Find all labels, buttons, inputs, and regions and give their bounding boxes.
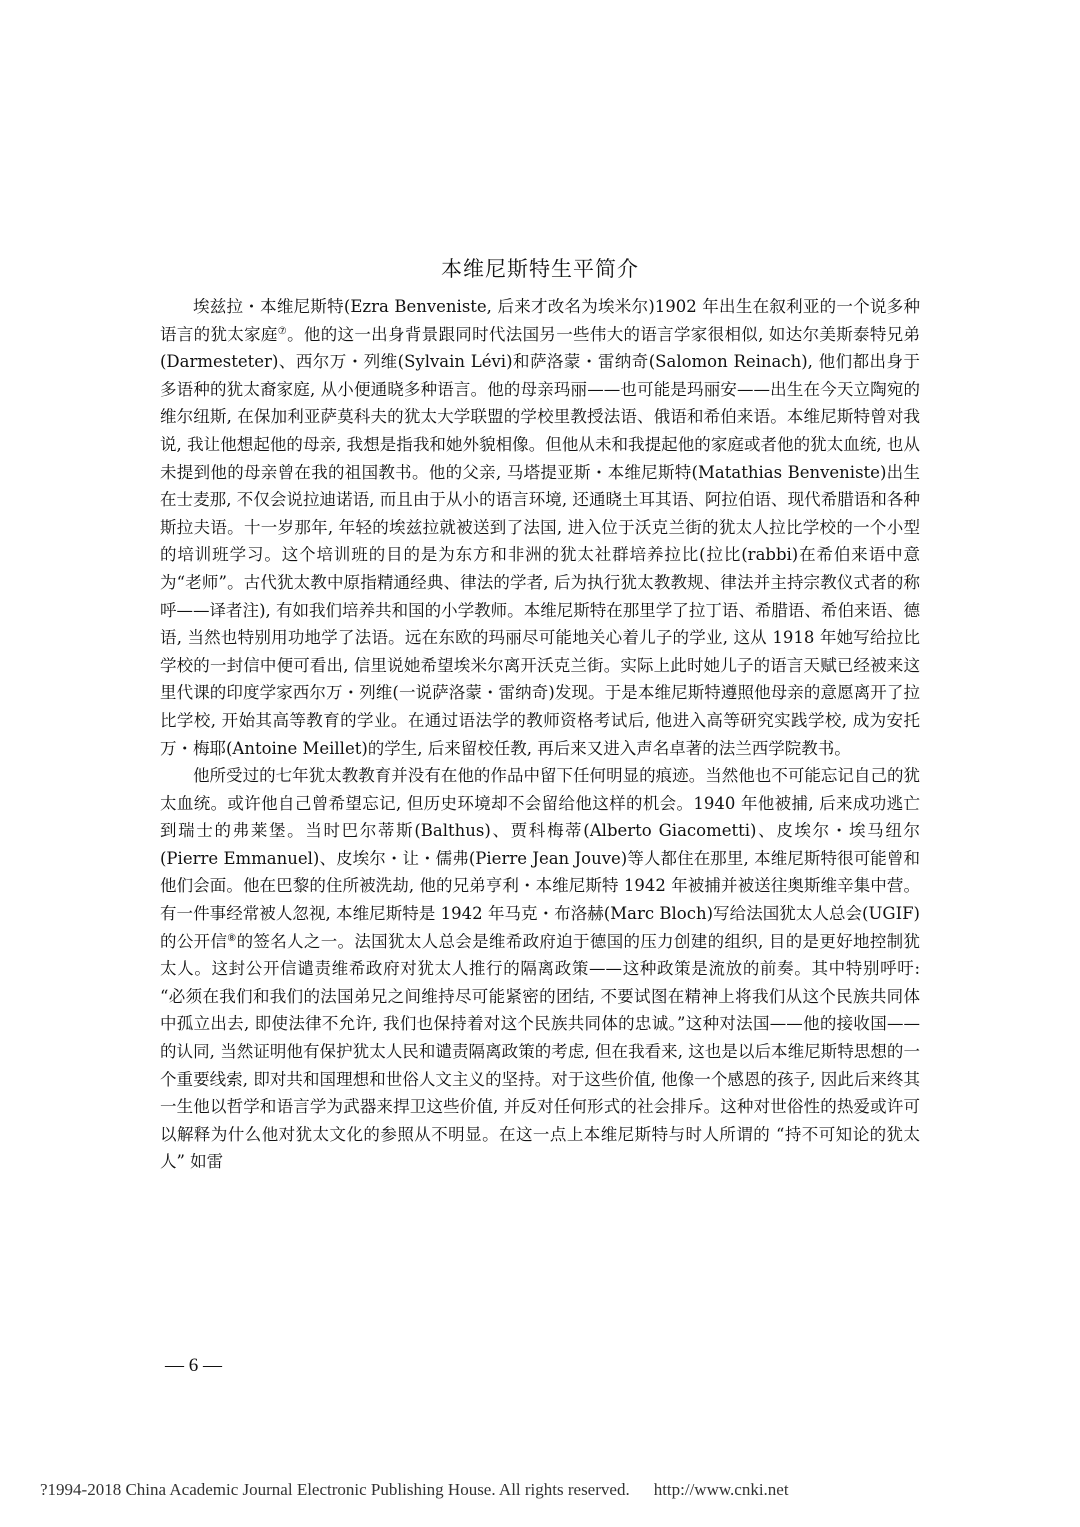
paragraph-text: 埃兹拉・本维尼斯特(Ezra Benveniste, 后来才改名为埃米尔)1902 年出生在叙利亚的一个说多种语言的犹太家庭 bbox=[160, 297, 920, 344]
body-text bbox=[160, 293, 920, 1176]
footnote-mark: ⑧ bbox=[227, 932, 237, 944]
paragraph-text: 。他的这一出身背景跟同时代法国另一些伟大的语言学家很相似, 如达尔美斯泰特兄弟(Darmesteter)、西尔万・列维(Sylvain Lévi)和萨洛蒙・雷纳奇(Salomon Reinach), 他们都出身于多语种的犹太裔家庭, 从小便通晓多种语言。他的母亲玛丽——也可能是玛丽安——出生在今天立陶宛的维尔纽斯, 在保加利亚萨莫科夫的犹太大学联盟的学校里教授法语、俄语和希伯来语。本维尼斯特曾对我说, 我让他想起他的母亲, 我想是指我和她外貌相像。但他从未和我提起他的家庭或者他的犹太血统, 也从未提到他的母亲曾在我的祖国教书。他的父亲, 马塔提亚斯・本维尼斯特(Matathias Benveniste)出生在士麦那, 不仅会说拉迪诺语, 而且由于从小的语言环境, 还通晓土耳其语、阿拉伯语、现代希腊语和各种斯拉夫语。十一岁那年, 年轻的埃兹拉就被送到了法国, 进入位于沃克兰街的犹太人拉比学校的一个小型的培训班学习。这个培训班的目的是为东方和非洲的犹太社群培养拉比(拉比(rabbi)在希伯来语中意为“老师”。古代犹太教中原指精通经典、律法的学者, 后为执行犹太教教规、律法并主持宗教仪式者的称呼——译者注), 有如我们培养共和国的小学教师。本维尼斯特在那里学了拉丁语、希腊语、希伯来语、德语, 当然也特别用功地学了法语。远在东欧的玛丽尽可能地关心着儿子的学业, 这从 1918 年她写给拉比学校的一封信中便可看出, 信里说她希望埃米尔离开沃克兰街。实际上此时她儿子的语言天赋已经被来这里代课的印度学家西尔万・列维(一说萨洛蒙・雷纳奇)发现。于是本维尼斯特遵照他母亲的意愿离开了拉比学校, 开始其高等教育的学业。在通过语法学的教师资格考试后, 他进入高等研究实践学校, 成为安托万・梅耶(Antoine Meillet)的学生, 后来留校任教, 再后来又进入声名卓著的法兰西学院教书。 bbox=[160, 324, 921, 758]
paragraph bbox=[160, 762, 920, 1176]
paragraph-text: 的签名人之一。法国犹太人总会是维希政府迫于德国的压力创建的组织, 目的是更好地控制犹太人。这封公开信谴责维希政府对犹太人推行的隔离政策——这种政策是流放的前奏。其中特别呼吁: “必须在我们和我们的法国弟兄之间维持尽可能紧密的团结, 不要试图在精神上将我们从这个民族共同体中孤立出去, 即使法律不允许, 我们也保持着对这个民族共同体的忠诚。”这种对法国——他的接收国——的认同, 当然证明他有保护犹太人民和谴责隔离政策的考虑, 但在我看来, 这也是以后本维尼斯特思想的一个重要线索, 即对共和国理想和世俗人文主义的坚持。对于这些价值, 他像一个感恩的孩子, 因此后来终其一生他以哲学和语言学为武器来捍卫这些价值, 并反对任何形式的社会排斥。这种对世俗性的热爱或许可以解释为什么他对犹太文化的参照从不明显。在这一点上本维尼斯特与时人所谓的 “持不可知论的犹太人” 如雷 bbox=[160, 931, 921, 1172]
footer-link[interactable]: http://www.cnki.net bbox=[653, 1480, 789, 1499]
footer bbox=[40, 1480, 1040, 1500]
paragraph-text: 他所受过的七年犹太教教育并没有在他的作品中留下任何明显的痕迹。当然他也不可能忘记自己的犹太血统。或许他自己曾希望忘记, 但历史环境却不会留给他这样的机会。1940 年他被捕, 后来成功逃亡到瑞士的弗莱堡。当时巴尔蒂斯(Balthus)、贾科梅蒂(Alberto Giacometti)、皮埃尔・埃马纽尔(Pierre Emmanuel)、皮埃尔・让・儒弗(Pierre Jean Jouve)等人都住在那里, 本维尼斯特很可能曾和他们会面。他在巴黎的住所被洗劫, 他的兄弟亨利・本维尼斯特 1942 年被捕并被送往奥斯维辛集中营。有一件事经常被人忽视, 本维尼斯特是 1942 年马克・布洛赫(Marc Bloch)写给法国犹太人总会(UGIF)的公开信 bbox=[160, 766, 920, 951]
paragraph bbox=[160, 293, 920, 762]
page-number: — 6 — bbox=[165, 1355, 222, 1376]
page-title: 本维尼斯特生平简介 bbox=[441, 257, 639, 281]
footnote-mark: ⑦ bbox=[277, 325, 288, 337]
copyright-notice: ?1994-2018 China Academic Journal Electronic Publishing House. All rights reserved. bbox=[40, 1480, 630, 1499]
